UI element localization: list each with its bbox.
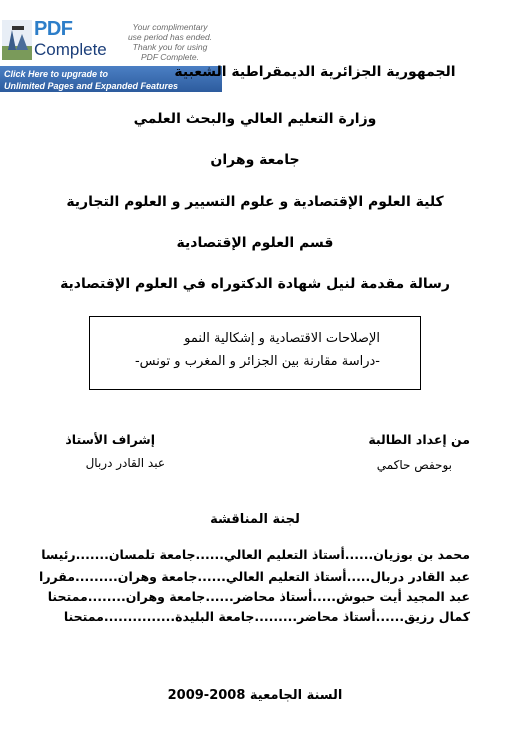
thesis-type-line: رسالة مقدمة لنيل شهادة الدكتوراه في العلوم الإقتصادية (60, 276, 450, 292)
committee-member: محمد بن بوزيان......أستاذ التعليم العالي......جامعة تلمسان.......رئيسا (41, 547, 470, 562)
supervisor-label: إشراف الأستاذ (65, 432, 155, 447)
republic-line: الجمهورية الجزائرية الديمقراطية الشعبية (174, 64, 456, 80)
committee-member: عبد المجيد أيت حبوش.....أستاذ محاضر......جامعة وهران........ممتحنا (47, 589, 470, 604)
academic-year: السنة الجامعية 2008-2009 (167, 688, 343, 703)
committee-heading: لجنة المناقشة (210, 512, 300, 527)
university-line: جامعة وهران (210, 152, 300, 168)
committee-member: عبد القادر دربال.....أستاذ التعليم العالي......جامعة وهران.........مقررا (39, 569, 470, 584)
student-name: بوحفص حاكمي (376, 458, 452, 472)
supervisor-name: عبد القادر دربال (85, 456, 165, 470)
upgrade-link-line: Click Here to upgrade to (4, 69, 109, 79)
banner-note-line: Your complimentary (132, 22, 208, 32)
thesis-title: الإصلاحات الاقتصادية و إشكالية النمو (184, 331, 380, 346)
logo-complete-text: Complete (34, 40, 107, 59)
committee-member: كمال رزيق......أستاذ محاضر.........جامعة البليدة...............ممتحنا (63, 609, 470, 624)
student-label: من إعداد الطالبة (368, 432, 470, 447)
banner-note (118, 22, 222, 62)
department-line: قسم العلوم الإقتصادية (176, 235, 334, 251)
thesis-title-box (89, 316, 421, 390)
banner-note-line: use period has ended. (127, 32, 213, 42)
thesis-subtitle: -دراسة مقارنة بين الجزائر و المغرب و تونس- (134, 354, 380, 369)
faculty-line: كلية العلوم الإقتصادية و علوم التسيير و العلوم التجارية (66, 194, 444, 210)
upgrade-link-line: Unlimited Pages and Expanded Features (4, 81, 179, 91)
banner-note-line: PDF Complete. (141, 52, 199, 62)
logo-pdf-text: PDF (34, 18, 73, 40)
ministry-line: وزارة التعليم العالي والبحث العلمي (133, 111, 377, 127)
banner-top (0, 0, 222, 66)
pdf-complete-logo-icon (2, 20, 32, 60)
banner-note-line: Thank you for using (132, 42, 208, 52)
